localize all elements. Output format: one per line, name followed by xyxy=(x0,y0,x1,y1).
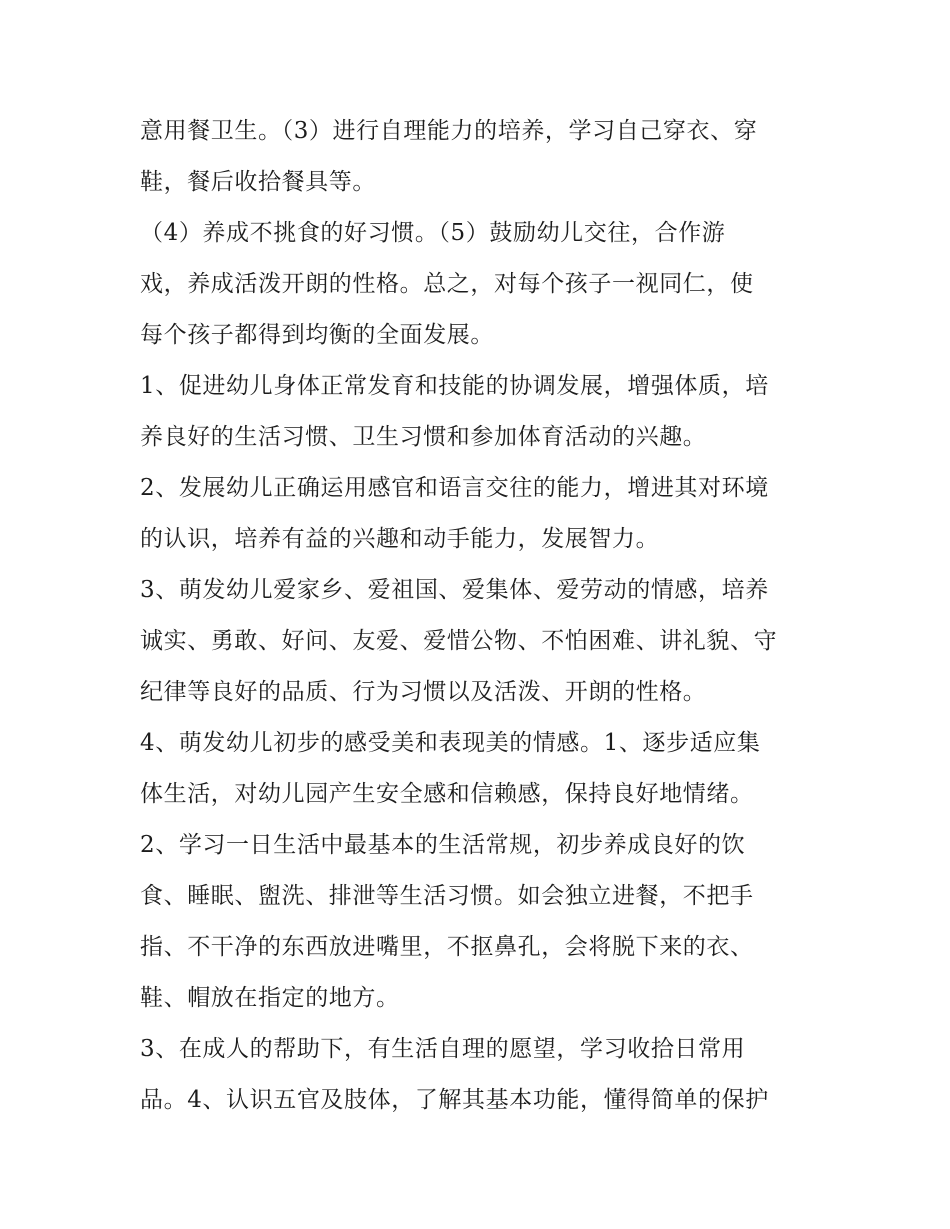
text-line: 3、在成人的帮助下，有生活自理的愿望，学习收拾日常用 xyxy=(140,1036,746,1062)
text-line: 的认识，培养有益的兴趣和动手能力，发展智力。 xyxy=(140,526,660,552)
text-line: 品。4、认识五官及肢体，了解其基本功能，懂得简单的保护 xyxy=(140,1087,769,1113)
text-line: 4、萌发幼儿初步的感受美和表现美的情感。1、逐步适应集 xyxy=(140,730,761,756)
text-line: 戏，养成活泼开朗的性格。总之，对每个孩子一视同仁，使 xyxy=(140,271,754,297)
text-line: 意用餐卫生。（3）进行自理能力的培养，学习自己穿衣、穿 xyxy=(140,118,758,144)
text-line: 食、睡眠、盥洗、排泄等生活习惯。如会独立进餐，不把手 xyxy=(140,883,754,909)
text-line: 2、发展幼儿正确运用感官和语言交往的能力，增进其对环境 xyxy=(140,475,769,501)
text-line: 鞋，餐后收拾餐具等。 xyxy=(140,169,376,195)
text-line: 体生活，对幼儿园产生安全感和信赖感，保持良好地情绪。 xyxy=(140,781,754,807)
text-line: 每个孩子都得到均衡的全面发展。 xyxy=(140,322,494,348)
text-line: 指、不干净的东西放进嘴里，不抠鼻孔，会将脱下来的衣、 xyxy=(140,934,754,960)
text-line: 1、促进幼儿身体正常发育和技能的协调发展，增强体质，培 xyxy=(140,373,769,399)
text-line: 诚实、勇敢、好问、友爱、爱惜公物、不怕困难、讲礼貌、守 xyxy=(140,628,778,654)
text-line: 2、学习一日生活中最基本的生活常规，初步养成良好的饮 xyxy=(140,832,746,858)
text-line: （4）养成不挑食的好习惯。（5）鼓励幼儿交往，合作游 xyxy=(140,220,726,246)
text-line: 3、萌发幼儿爱家乡、爱祖国、爱集体、爱劳动的情感，培养 xyxy=(140,577,769,603)
text-line: 养良好的生活习惯、卫生习惯和参加体育活动的兴趣。 xyxy=(140,424,707,450)
document-body xyxy=(140,108,820,1128)
text-line: 鞋、帽放在指定的地方。 xyxy=(140,985,400,1011)
text-line: 纪律等良好的品质、行为习惯以及活泼、开朗的性格。 xyxy=(140,679,707,705)
